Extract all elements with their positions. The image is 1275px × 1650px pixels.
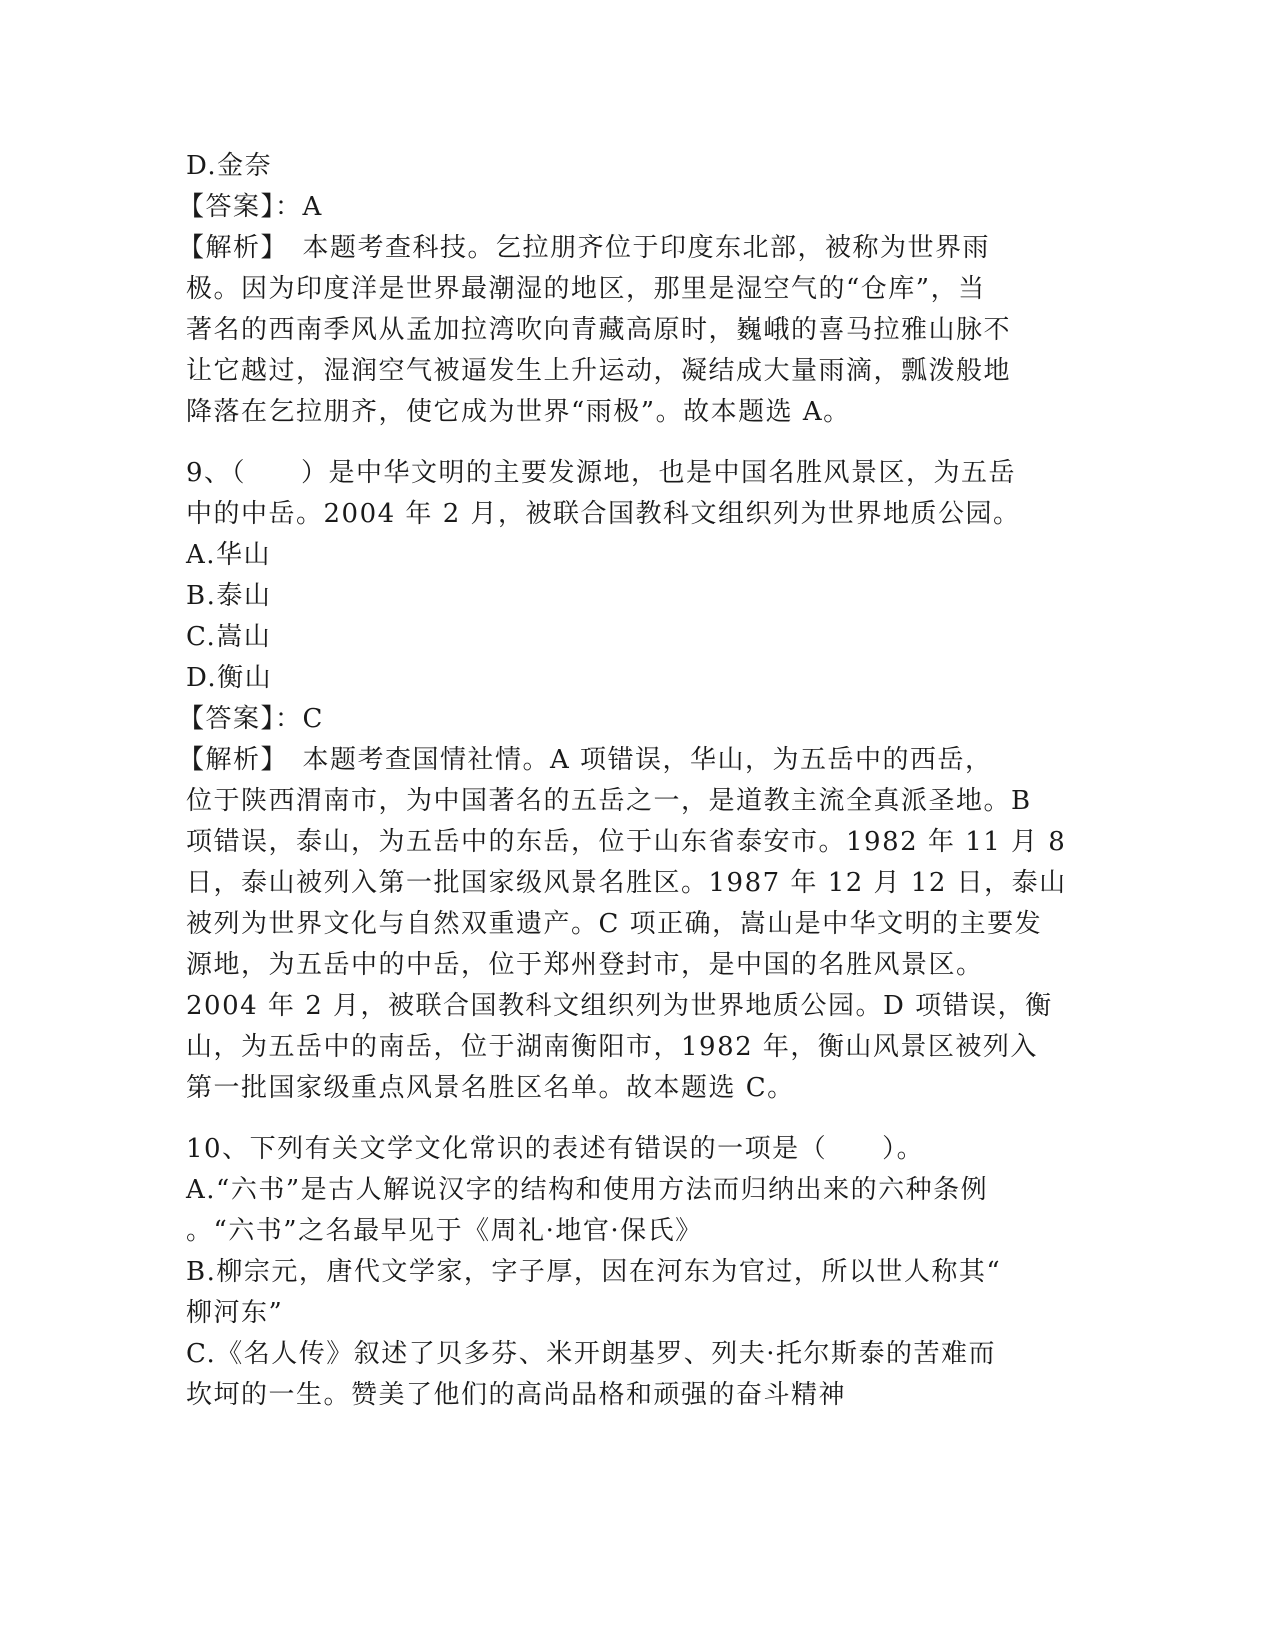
- analysis-line: 【解析】 本题考查国情社情。A 项错误，华山，为五岳中的西岳，: [178, 745, 993, 775]
- question-stem: 中的中岳。2004 年 2 月，被联合国教科文组织列为世界地质公园。: [186, 499, 1021, 529]
- analysis-line: 项错误，泰山，为五岳中的东岳，位于山东省泰安市。1982 年 11 月 8: [186, 827, 1067, 857]
- analysis-line: 让它越过，湿润空气被逼发生上升运动，凝结成大量雨滴，瓢泼般地: [186, 356, 1012, 386]
- option-c-continued: 坎坷的一生。赞美了他们的高尚品格和顽强的奋斗精神: [186, 1380, 847, 1410]
- option-b: B.泰山: [186, 581, 272, 611]
- analysis-line: 降落在乞拉朋齐，使它成为世界“雨极”。故本题选 A。: [186, 397, 851, 427]
- question-stem: 10、下列有关文学文化常识的表述有错误的一项是（ ）。: [186, 1134, 925, 1164]
- analysis-line: 极。因为印度洋是世界最潮湿的地区，那里是湿空气的“仓库”，当: [186, 274, 986, 304]
- analysis-line: 第一批国家级重点风景名胜区名单。故本题选 C。: [186, 1073, 795, 1103]
- analysis-line: 【解析】 本题考查科技。乞拉朋齐位于印度东北部，被称为世界雨: [178, 233, 991, 263]
- option-d: D.金奈: [186, 151, 273, 181]
- analysis-line: 2004 年 2 月，被联合国教科文组织列为世界地质公园。D 项错误，衡: [186, 991, 1053, 1021]
- option-a-continued: 。“六书”之名最早见于《周礼·地官·保氏》: [186, 1216, 703, 1246]
- analysis-line: 源地，为五岳中的中岳，位于郑州登封市，是中国的名胜风景区。: [186, 950, 984, 980]
- answer-line: 【答案】：A: [178, 192, 323, 222]
- analysis-line: 日，泰山被列入第一批国家级风景名胜区。1987 年 12 月 12 日，泰山: [186, 868, 1067, 898]
- option-d: D.衡山: [186, 663, 273, 693]
- option-c: C.嵩山: [186, 622, 272, 652]
- analysis-line: 山，为五岳中的南岳，位于湖南衡阳市，1982 年，衡山风景区被列入: [186, 1032, 1038, 1062]
- option-a: A.“六书”是古人解说汉字的结构和使用方法而归纳出来的六种条例: [186, 1175, 989, 1205]
- option-a: A.华山: [186, 540, 272, 570]
- option-b: B.柳宗元，唐代文学家，字子厚，因在河东为官过，所以世人称其“: [186, 1257, 1002, 1287]
- analysis-line: 著名的西南季风从孟加拉湾吹向青藏高原时，巍峨的喜马拉雅山脉不: [186, 315, 1012, 345]
- answer-line: 【答案】：C: [178, 704, 324, 734]
- option-c: C.《名人传》叙述了贝多芬、米开朗基罗、列夫·托尔斯泰的苦难而: [186, 1339, 996, 1369]
- analysis-line: 被列为世界文化与自然双重遗产。C 项正确，嵩山是中华文明的主要发: [186, 909, 1043, 939]
- analysis-line: 位于陕西渭南市，为中国著名的五岳之一，是道教主流全真派圣地。B: [186, 786, 1032, 816]
- question-stem: 9、（ ）是中华文明的主要发源地，也是中国名胜风景区，为五岳: [186, 458, 1017, 488]
- option-b-continued: 柳河东”: [186, 1298, 284, 1328]
